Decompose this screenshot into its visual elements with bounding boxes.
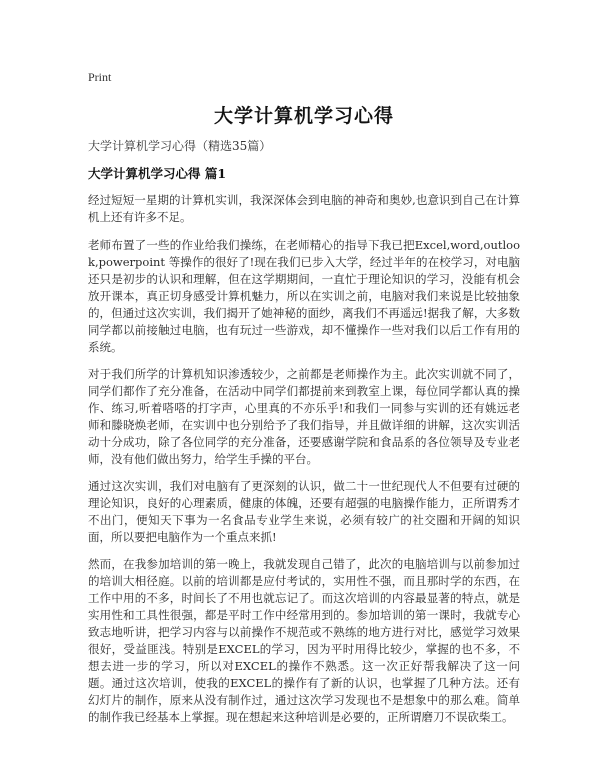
paragraph-2: 老师布置了一些的作业给我们操练，在老师精心的指导下我已把Excel,word,outlook,powerpoint 等操作的很好了!现在我们已步入大学，经过半年的在校学习，对电脑还只是初步的认识和理解，但在这学期期间，一直忙于理论知识的学习，没能有机会放开课本，真正切身感受计算机魅力，所以在实训之前，电脑对我们来说是比较抽象的，但通过这次实训，我们揭开了她神秘的面纱，离我们不再遥远!据我了解，大多数同学都以前接触过电脑，也有玩过一些游戏，却不懂操作一些对我们以后工作有用的系统。 [88, 238, 520, 354]
paragraph-4: 通过这次实训，我们对电脑有了更深刻的认识，做二十一世纪现代人不但要有过硬的理论知识，良好的心理素质，健康的体魄，还要有超强的电脑操作能力，正所谓秀才不出门，便知天下事为一名食品专业学生来说，必须有较广的社交圈和开阔的知识面，所以要把电脑作为一个重点来抓! [88, 479, 520, 544]
section-heading: 大学计算机学习心得 篇1 [88, 166, 227, 181]
document-page [88, 70, 520, 726]
document-subtitle: 大学计算机学习心得（精选35篇） [88, 139, 272, 153]
paragraph-1: 经过短短一星期的计算机实训，我深深体会到电脑的神奇和奥妙,也意识到自己在计算机上还有许多不足。 [88, 193, 520, 224]
print-link[interactable]: Print [88, 70, 112, 84]
paragraph-3: 对于我们所学的计算机知识渗透较少，之前都是老师操作为主。此次实训就不同了，同学们都作了充分准备，在活动中同学们都提前来到教室上课，每位同学都认真的操作、练习,听着嗒嗒的打字声，心里真的不亦乐乎!和我们一同参与实训的还有姚远老师和滕晓焕老师，在实训中也分别给予了我们指导，并且做详细的讲解，这次实训活动十分成功，除了各位同学的充分准备，还要感谢学院和食品系的各位领导及专业老师，没有他们做出努力，给学生手操的平台。 [88, 367, 520, 466]
page-title: 大学计算机学习心得 [213, 105, 394, 127]
paragraph-5: 然而，在我参加培训的第一晚上，我就发现自己错了，此次的电脑培训与以前参加过的培训大相径庭。以前的培训都是应付考试的，实用性不强，而且那时学的东西，在工作中用的不多，时间长了不用也就忘记了。而这次培训的内容最显著的特点，就是实用性和工具性很强，都是平时工作中经常用到的。参加培训的第一课时，我就专心致志地听讲，把学习内容与以前操作不规范或不熟练的地方进行对比，感觉学习效果很好，受益匪浅。特别是EXCEL的学习，因为平时用得比较少，掌握的也不多，不想去进一步的学习，所以对EXCEL的操作不熟悉。这一次正好帮我解决了这一问题。通过这次培训，使我的EXCEL的操作有了新的认识，也掌握了几种方法。还有幻灯片的制作，原来从没有制作过，通过这次学习发现也不是想象中的那么难。简单的制作我已经基本上掌握。现在想起来这种培训是必要的，正所谓磨刀不误砍柴工。 [88, 557, 520, 724]
